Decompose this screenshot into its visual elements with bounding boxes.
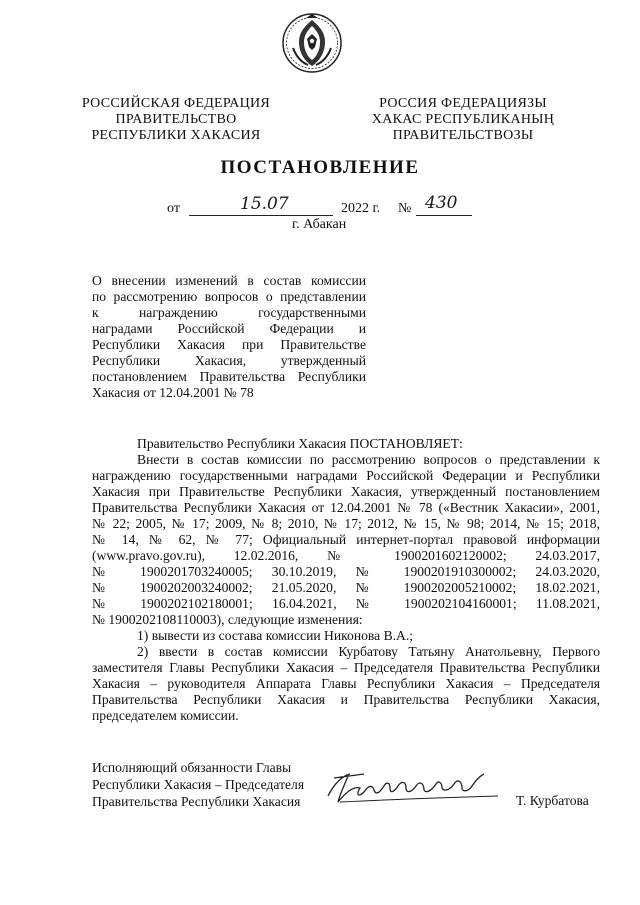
year-label: 2022 г.	[341, 201, 381, 216]
subject-line: постановлением Правительства Республики	[92, 369, 366, 384]
body-line: № 1900202108110003), следующие изменения:	[92, 612, 363, 627]
decree-statement: Правительство Республики Хакасия ПОСТАНОВЛЯЕТ:	[137, 436, 463, 451]
signatory-name: Т. Курбатова	[516, 793, 589, 808]
body-line: Внести в состав комиссии по рассмотрению вопросов о представлении к	[137, 452, 600, 467]
body-line: № 1900202102180001; 16.04.2021, № 1900202104160001; 11.08.2021,	[92, 596, 600, 611]
document-type-title: ПОСТАНОВЛЕНИЕ	[220, 157, 420, 178]
date-underline	[189, 215, 333, 216]
header-right-line: ПРАВИТЕЛЬСТВОЗЫ	[392, 128, 534, 143]
signatory-position	[92, 759, 332, 810]
subject-line: к награждению государственными	[92, 305, 366, 320]
number-handwritten: 430	[425, 193, 458, 213]
item-1: 1) вывести из состава комиссии Никонова В.А.;	[137, 628, 414, 643]
header-left-line: ПРАВИТЕЛЬСТВО	[115, 112, 237, 127]
subject-line: О внесении изменений в состав комиссии	[92, 273, 366, 288]
item-2-line: 2) ввести в состав комиссии Курбатову Татьяну Анатольевну, Первого	[137, 644, 600, 659]
body-line: Хакасия при Правительстве Республики Хакасия, утвержденный постановлением	[92, 484, 600, 499]
handwritten-signature	[320, 762, 505, 810]
header-right-line: РОССИЯ ФЕДЕРАЦИЯЗЫ	[379, 96, 547, 111]
coat-of-arms-emblem	[281, 12, 343, 74]
body-line: № 14, № 62, № 77; Официальный интернет-портал правовой информации	[92, 532, 600, 547]
body-line: Правительства Республики Хакасия от 12.04.2001 № 78 («Вестник Хакасии», 2001,	[92, 500, 600, 515]
subject-line: наградами Российской Федерации и	[92, 321, 366, 336]
header-right	[358, 96, 568, 144]
item-2-line: председателем комиссии.	[92, 708, 239, 723]
header-right-line: ХАКАС РЕСПУБЛИКАНЫҢ	[371, 112, 555, 127]
header-left-line: РОССИЙСКАЯ ФЕДЕРАЦИЯ	[81, 96, 271, 111]
subject-line: Республики Хакасия при Правительстве	[92, 337, 366, 352]
body-line: № 1900202003240002; 21.05.2020, № 1900202005210002; 18.02.2021,	[92, 580, 600, 595]
document-subject	[92, 273, 366, 401]
subject-line: по рассмотрению вопросов о представлении	[92, 289, 366, 304]
item-2-line: заместителя Главы Республики Хакасия – Председателя Правительства Республики	[92, 660, 600, 675]
subject-line: Хакасия от 12.04.2001 № 78	[92, 385, 254, 400]
body-line: № 1900201703240005; 30.10.2019, № 1900201910300002; 24.03.2020,	[92, 564, 600, 579]
item-2-line: Хакасия – руководителя Аппарата Главы Республики Хакасия – Председателя	[92, 676, 600, 691]
header-left	[70, 96, 282, 144]
number-sign: №	[398, 201, 412, 216]
document-body	[92, 436, 600, 724]
header-left-line: РЕСПУБЛИКИ ХАКАСИЯ	[91, 128, 261, 143]
date-prefix: от	[167, 201, 180, 216]
city-label: г. Абакан	[292, 217, 347, 232]
body-line: № 22; 2005, № 17; 2009, № 8; 2010, № 17; 2012, № 15, № 98; 2014, № 15; 2018,	[92, 516, 600, 531]
subject-line: Республики Хакасия, утвержденный	[92, 353, 366, 368]
date-handwritten: 15.07	[240, 194, 289, 214]
signatory-position-line: Правительства Республики Хакасия	[92, 794, 301, 809]
signatory-position-line: Исполняющий обязанности Главы	[92, 760, 292, 775]
body-line: (www.pravo.gov.ru), 12.02.2016, № 1900201602120002; 24.03.2017,	[92, 548, 600, 563]
item-2-line: Правительства Республики Хакасия и Правительства Республики Хакасия,	[92, 692, 600, 707]
number-underline	[416, 215, 472, 216]
body-line: награждению государственными наградами Российской Федерации и Республики	[92, 468, 600, 483]
signatory-position-line: Республики Хакасия – Председателя	[92, 777, 305, 792]
